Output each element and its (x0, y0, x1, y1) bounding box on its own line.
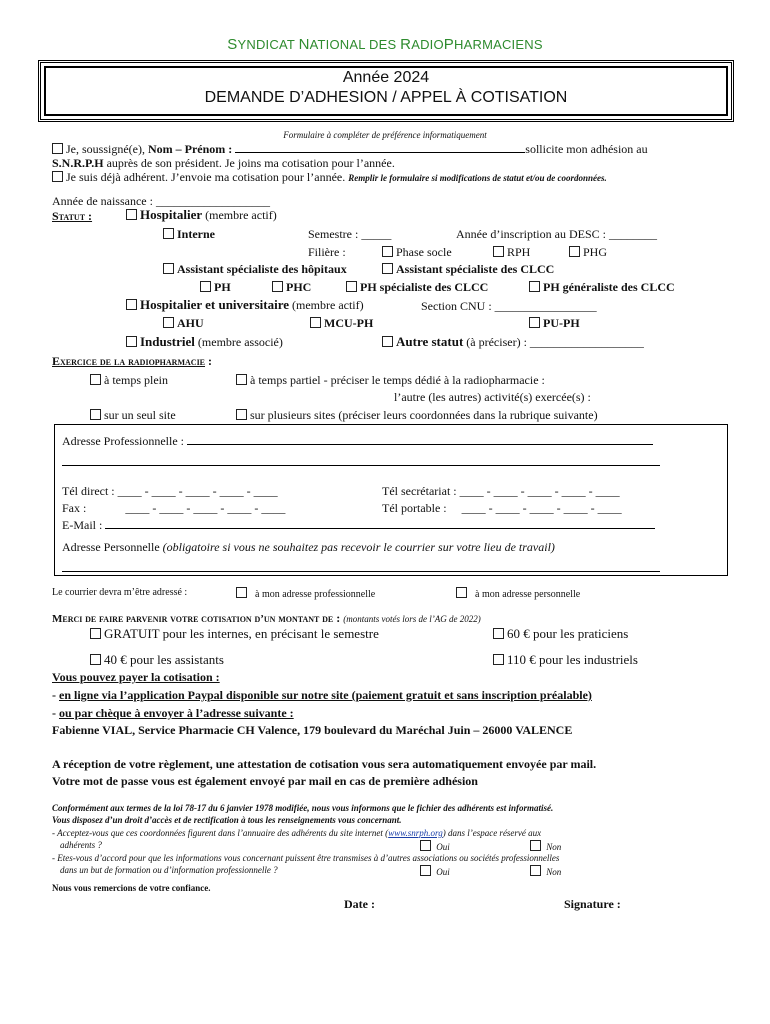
fax-field[interactable]: Fax : ____ - ____ - ____ - ____ - ____ (62, 501, 286, 515)
professional-address-line-2[interactable] (62, 455, 660, 470)
personal-address-label: Adresse Personnelle (obligatoire si vous ne souhaitez pas recevoir le courrier sur votre lieu de travail) (62, 540, 555, 554)
snrph-link[interactable]: www.snrph.org (388, 828, 443, 838)
cotisation-heading: Merci de faire parvenir votre cotisation d’un montant de : (montants votés lors de l’AG de 2022) (52, 611, 481, 625)
tel-direct-field[interactable]: Tél direct : ____ - ____ - ____ - ____ - ____ (62, 484, 278, 498)
option-temps-partiel[interactable]: à temps partiel - préciser le temps dédié à la radiopharmacie : (236, 373, 545, 388)
option-interne[interactable]: Interne (163, 227, 215, 242)
q1-non-checkbox[interactable]: Non (530, 840, 561, 852)
option-courrier-perso[interactable]: à mon adresse personnelle (456, 587, 580, 600)
birth-year-field[interactable]: Année de naissance : ___________________ (52, 194, 270, 208)
option-courrier-pro[interactable]: à mon adresse professionnelle (236, 587, 375, 600)
filiere-label: Filière : (308, 245, 346, 259)
option-ph-specialiste-clcc[interactable]: PH spécialiste des CLCC (346, 280, 488, 295)
option-110-industriels[interactable]: 110 € pour les industriels (493, 652, 638, 668)
signature-field[interactable]: Signature : (564, 897, 621, 911)
q2-non-checkbox[interactable]: Non (530, 865, 561, 877)
email-field[interactable]: E-Mail : (62, 518, 655, 533)
option-assistant-hopitaux[interactable]: Assistant spécialiste des hôpitaux (163, 262, 347, 277)
existing-member-checkbox[interactable] (52, 171, 63, 182)
option-ph-generaliste-clcc[interactable]: PH généraliste des CLCC (529, 280, 675, 295)
reception-line-2: Votre mot de passe vous est également envoyé par mail en cas de première adhésion (52, 774, 478, 788)
option-autre-statut[interactable]: Autre statut (à préciser) : ___________________ (382, 334, 644, 350)
professional-address-field[interactable]: Adresse Professionnelle : (62, 434, 653, 449)
option-hospitalier[interactable]: Hospitalier (membre actif) (126, 207, 277, 223)
option-temps-plein[interactable]: à temps plein (90, 373, 168, 388)
payment-paypal[interactable]: - en ligne via l’application Paypal disponible sur notre site (paiement gratuit et sans inscription préalable) (52, 688, 592, 702)
option-40-assistants[interactable]: 40 € pour les assistants (90, 652, 224, 668)
legal-question-2-end: dans un but de formation ou d’information professionnelle ? (60, 865, 278, 875)
semestre-field[interactable]: Semestre : _____ (308, 227, 392, 241)
new-member-checkbox[interactable] (52, 143, 63, 154)
date-field[interactable]: Date : (344, 897, 375, 911)
courrier-label: Le courrier devra m’être adressé : (52, 587, 188, 598)
organization-name: SYNDICAT NATIONAL DES RADIOPHARMACIENS (227, 36, 543, 53)
q1-oui-checkbox[interactable]: Oui (420, 840, 450, 852)
option-industriel[interactable]: Industriel (membre associé) (126, 334, 283, 350)
payment-address: Fabienne VIAL, Service Pharmacie CH Valence, 179 boulevard du Maréchal Juin – 26000 VALENCE (52, 723, 573, 737)
option-seul-site[interactable]: sur un seul site (90, 408, 176, 423)
option-rph[interactable]: RPH (493, 245, 530, 260)
option-ph[interactable]: PH (200, 280, 231, 295)
q2-oui-checkbox[interactable]: Oui (420, 865, 450, 877)
form-note: Formulaire à compléter de préférence informatiquement (283, 130, 487, 140)
option-mcu-ph[interactable]: MCU-PH (310, 316, 373, 331)
intro-line-3: Je suis déjà adhérent. J’envoie ma cotisation pour l’année. Remplir le formulaire si modifications de statut et/ou de coordonnées. (52, 170, 607, 185)
option-phase-socle[interactable]: Phase socle (382, 245, 452, 260)
option-pu-ph[interactable]: PU-PH (529, 316, 580, 331)
option-hospitalier-universitaire[interactable]: Hospitalier et universitaire (membre actif) (126, 297, 364, 313)
intro-line-2: S.N.R.P.H auprès de son président. Je joins ma cotisation pour l’année. (52, 156, 395, 170)
legal-line-1: Conformément aux termes de la loi 78-17 du 6 janvier 1978 modifiée, nous vous informons que le fichier des adhérents est informatisé. (52, 803, 554, 813)
legal-question-1-end: adhérents ? (60, 840, 102, 850)
option-ahu[interactable]: AHU (163, 316, 204, 331)
tel-portable-field[interactable]: Tél portable : ____ - ____ - ____ - ____ - ____ (382, 501, 622, 515)
option-60-praticiens[interactable]: 60 € pour les praticiens (493, 626, 628, 642)
tel-secretariat-field[interactable]: Tél secrétariat : ____ - ____ - ____ - ____ - ____ (382, 484, 620, 498)
option-plusieurs-sites[interactable]: sur plusieurs sites (préciser leurs coordonnées dans la rubrique suivante) (236, 408, 598, 423)
personal-address-field[interactable] (62, 561, 660, 576)
payment-cheque: - ou par chèque à envoyer à l’adresse suivante : (52, 706, 294, 720)
title-main: DEMANDE D’ADHESION / APPEL À COTISATION (204, 89, 568, 106)
legal-question-2: - Etes-vous d’accord pour que les informations vous concernant puissent être transmises à d’autres associations ou sociétés professionnelles (52, 853, 560, 863)
option-phg[interactable]: PHG (569, 245, 607, 260)
reception-line-1: A réception de votre règlement, une attestation de cotisation vous sera automatiquement envoyée par mail. (52, 757, 597, 771)
legal-question-1: - Acceptez-vous que ces coordonnées figurent dans l’annuaire des adhérents du site internet (www.snrph.org) dans l’espace réservé aux (52, 828, 542, 838)
exercice-heading: Exercice de la radiopharmacie : (52, 354, 213, 368)
thanks-text: Nous vous remercions de votre confiance. (52, 883, 211, 893)
title-box (38, 60, 734, 122)
legal-line-2: Vous disposez d’un droit d’accès et de rectification à tous les renseignements vous concernant. (52, 815, 402, 825)
option-gratuit[interactable]: GRATUIT pour les internes, en précisant le semestre (90, 626, 379, 642)
statut-label: Statut : (52, 209, 93, 223)
option-phc[interactable]: PHC (272, 280, 311, 295)
payment-title: Vous pouvez payer la cotisation : (52, 670, 220, 684)
option-assistant-clcc[interactable]: Assistant spécialiste des CLCC (382, 262, 554, 277)
other-activity-label: l’autre (les autres) activité(s) exercée(s) : (394, 390, 591, 404)
desc-year-field[interactable]: Année d’inscription au DESC : ________ (456, 227, 657, 241)
intro-line-1: Je, soussigné(e), Nom – Prénom : sollicite mon adhésion au (52, 142, 648, 157)
title-year: Année 2024 (342, 69, 430, 86)
cnu-field[interactable]: Section CNU : _________________ (421, 299, 597, 313)
